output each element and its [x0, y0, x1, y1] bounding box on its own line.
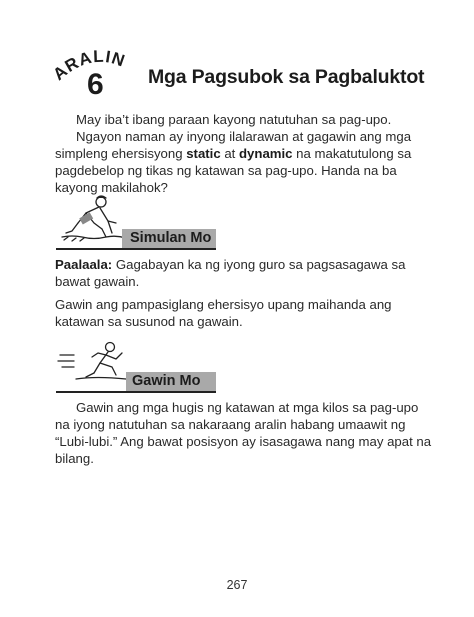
- note-line: bawat gawain.: [55, 274, 140, 289]
- warmup-line: katawan sa susunod na gawain.: [55, 314, 243, 329]
- warmup-paragraph: [55, 296, 392, 330]
- warmup-line: Gawin ang pampasiglang ehersisyo upang maihanda ang: [55, 297, 392, 312]
- gawin-paragraph-continued: [55, 416, 431, 467]
- page-number: 267: [226, 578, 248, 592]
- simulan-mo-banner: [56, 229, 216, 249]
- gawin-mo-banner: [56, 372, 216, 392]
- lesson-title: Mga Pagsubok sa Pagbaluktot: [148, 66, 425, 88]
- gawin-line: bilang.: [55, 451, 94, 466]
- term-dynamic: dynamic: [239, 146, 293, 161]
- term-static: static: [186, 146, 221, 161]
- intro-line: Ngayon naman ay inyong ilalarawan at gagawin ang mga: [76, 129, 412, 144]
- reminder-note: [55, 256, 405, 290]
- note-line: Paalaala: Gagabayan ka ng iyong guro sa pagsasagawa sa: [55, 257, 406, 272]
- svg-text:ARALIN: ARALIN: [49, 46, 129, 85]
- lesson-number: 6: [87, 68, 104, 101]
- section-heading: Simulan Mo: [130, 230, 212, 246]
- intro-line: pagdebelop ng tikas ng katawan sa pag-upo. Handa na ba: [55, 163, 397, 178]
- gawin-line: na iyong natutuhan sa nakaraang aralin habang umaawit ng: [55, 417, 406, 432]
- intro-paragraph-continued: [55, 145, 411, 196]
- intro-line: simpleng ehersisyong static at dynamic na makatutulong sa: [55, 146, 412, 161]
- intro-line: May iba’t ibang paraan kayong natutuhan sa pag-upo.: [76, 112, 392, 127]
- intro-paragraph: [76, 111, 411, 145]
- section-heading: Gawin Mo: [132, 373, 201, 389]
- note-label: Paalaala:: [55, 257, 113, 272]
- gawin-line: “Lubi-lubi.” Ang bawat posisyon ay isasagawa nang may apat na: [55, 434, 432, 449]
- intro-line: kayong makilahok?: [55, 180, 168, 195]
- gawin-line: Gawin ang mga hugis ng katawan at mga kilos sa pag-upo: [76, 400, 419, 415]
- gawin-paragraph: [76, 399, 418, 416]
